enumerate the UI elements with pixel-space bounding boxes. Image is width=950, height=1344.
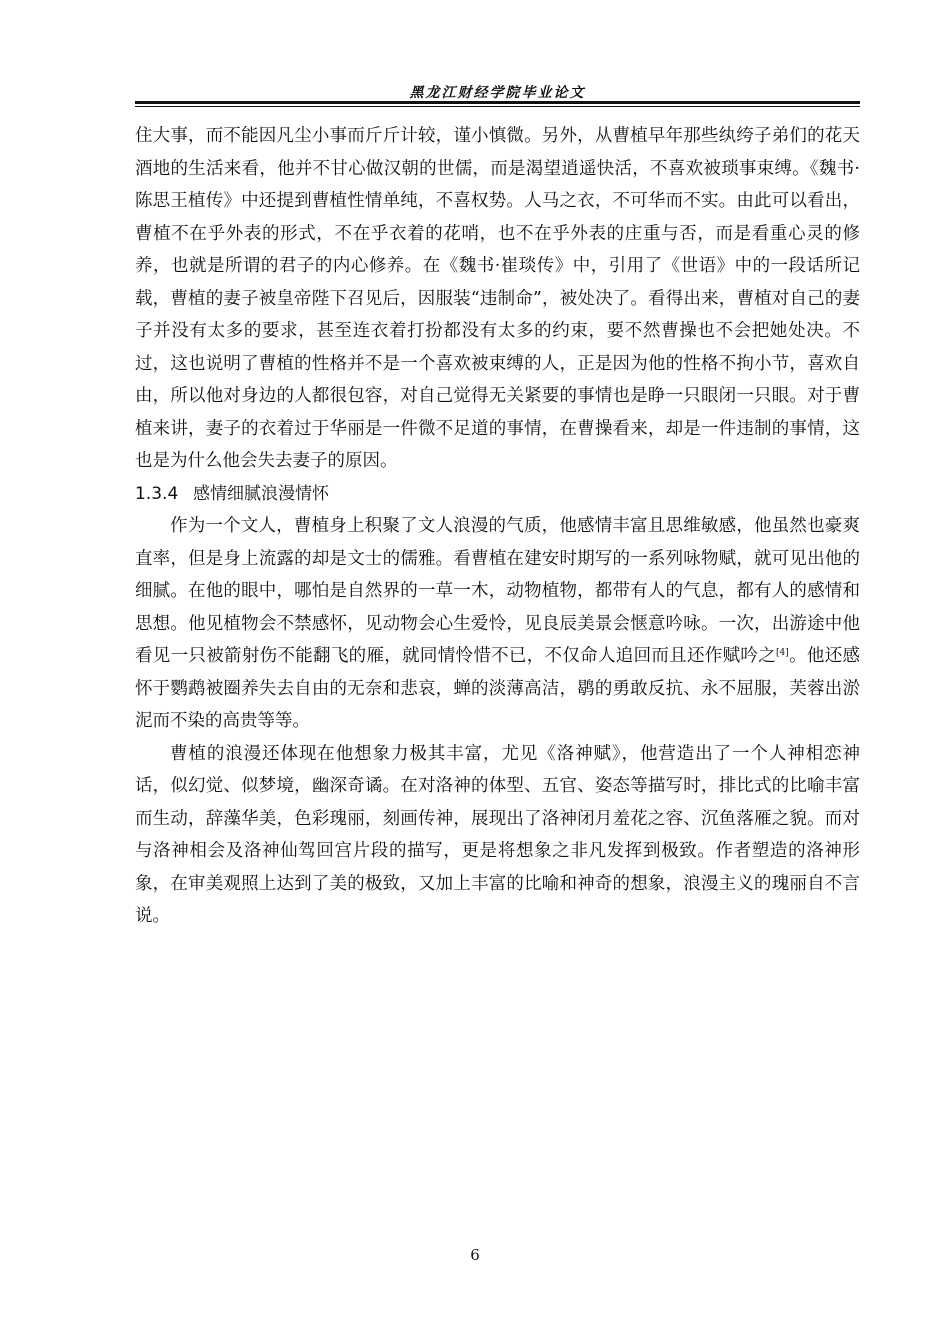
section-heading [135, 478, 860, 511]
paragraph-3: 曹植的浪漫还体现在他想象力极其丰富，尤见《洛神赋》，他营造出了一个人神相恋神话，似幻觉、似梦境，幽深奇谲。在对洛神的体型、五官、姿态等描写时，排比式的比喻丰富而生动，辞藻华美，色彩瑰丽，刻画传神，展现出了洛神闭月羞花之容、沉鱼落雁之貌。而对与洛神相会及洛神仙驾回宫片段的描写，更是将想象之非凡发挥到极致。作者塑造的洛神形象，在审美观照上达到了美的极致，又加上丰富的比喻和神奇的想象，浪漫主义的瑰丽自不言说。 [135, 743, 860, 926]
paragraph-2 [135, 510, 860, 738]
citation-marker: [4] [776, 648, 789, 658]
header-title: 黑龙江财经学院毕业论文 [409, 85, 586, 101]
section-number: 1.3.4 [135, 483, 179, 504]
paragraph-2-text-a: 作为一个文人，曹植身上积聚了文人浪漫的气质，他感情丰富且思维敏感，他虽然也豪爽直率，但是身上流露的却是文士的儒雅。看曹植在建安时期写的一系列咏物赋，就可见出他的细腻。在他的眼中，哪怕是自然界的一草一木，动物植物，都带有人的气息，都有人的感情和思想。他见植物会不禁感怀，见动物会心生爱怜，见良辰美景会惬意吟咏。一次，出游途中他看见一只被箭射伤不能翻飞的雁，就同情怜惜不已，不仅命人追回而且还作赋吟之 [135, 516, 860, 666]
page-number: 6 [470, 1246, 480, 1264]
body-text [135, 120, 860, 933]
paragraph-1: 住大事，而不能因凡尘小事而斤斤计较，谨小慎微。另外，从曹植早年那些纨绔子弟们的花天酒地的生活来看，他并不甘心做汉朝的世儒，而是渴望逍遥快活，不喜欢被琐事束缚。《魏书·陈思王植传》中还提到曹植性情单纯，不喜权势。人马之衣，不可华而不实。由此可以看出，曹植不在乎外表的形式，不在乎衣着的花哨，也不在乎外表的庄重与否，而是看重心灵的修养，也就是所谓的君子的内心修养。在《魏书·崔琰传》中，引用了《世语》中的一段话所记载，曹植的妻子被皇帝陛下召见后，因服装“违制命”，被处决了。看得出来，曹植对自己的妻子并没有太多的要求，甚至连衣着打扮都没有太多的约束，要不然曹操也不会把她处决。不过，这也说明了曹植的性格并不是一个喜欢被束缚的人，正是因为他的性格不拘小节，喜欢自由，所以他对身边的人都很包容，对自己觉得无关紧要的事情也是睁一只眼闭一只眼。对于曹植来讲，妻子的衣着过于华丽是一件微不足道的事情，在曹操看来，却是一件违制的事情，这也是为什么他会失去妻子的原因。 [135, 126, 860, 471]
paragraph-2-text-b: 。他还感怀于鹦鹉被圈养失去自由的无奈和悲哀，蝉的淡薄高洁，鹖的勇敢反抗、永不屈服，芙蓉出淤泥而不染的高贵等等。 [135, 646, 861, 731]
section-title: 感情细腻浪漫情怀 [193, 483, 329, 504]
header-rule-thin [135, 106, 860, 107]
header-rule-thick [135, 101, 860, 104]
page-header [135, 72, 860, 106]
